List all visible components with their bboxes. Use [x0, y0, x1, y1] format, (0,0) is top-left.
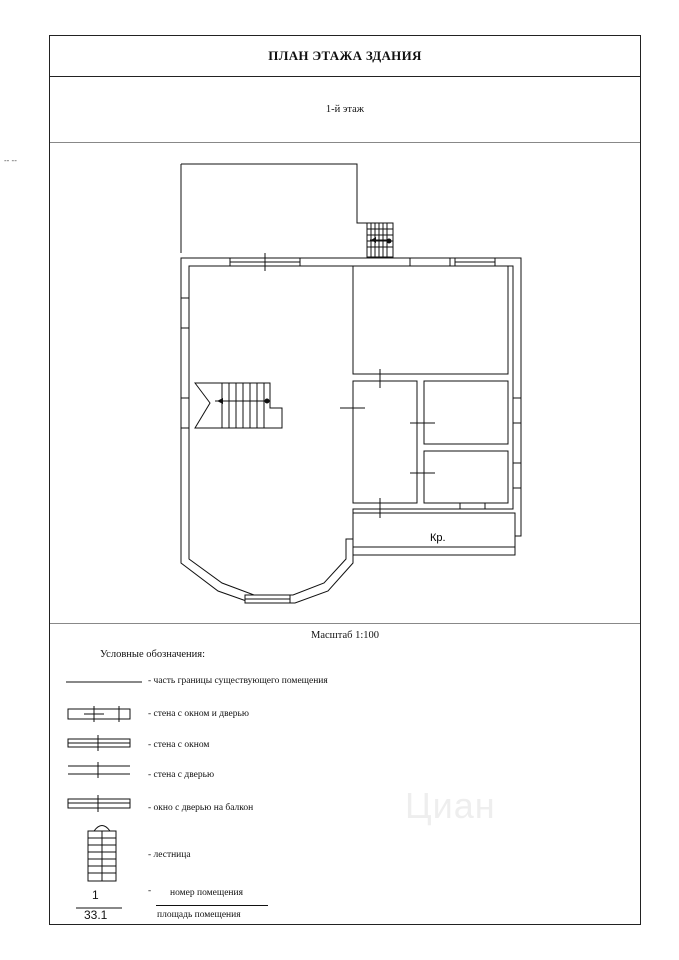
legend-label-room-area: площадь помещения — [157, 910, 241, 920]
legend-symbols — [64, 668, 144, 923]
legend-wall-door — [68, 762, 130, 778]
document-frame — [49, 35, 641, 925]
legend-wall-window — [68, 735, 130, 751]
room-mid-right-lower — [424, 451, 508, 503]
legend-label-wall-window: - стена с окном — [148, 740, 210, 750]
legend-label-wall-window-door: - стена с окном и дверью — [148, 709, 249, 719]
legend-room-number-example: 1 — [92, 888, 99, 902]
hall-stair — [195, 383, 282, 428]
legend-room-area-example: 33.1 — [84, 908, 108, 922]
margin-mark: -- -- — [4, 156, 17, 165]
scale-label: Масштаб 1:100 — [310, 630, 379, 641]
floor-label: 1-й этаж — [50, 76, 640, 143]
legend-label-room-number: номер помещения — [170, 888, 243, 898]
legend-label-balcony-door: - окно с дверью на балкон — [148, 803, 254, 813]
legend-label-existing-boundary: - часть границы существующего помещения — [148, 676, 328, 686]
floor-plan-drawing — [50, 143, 640, 623]
room-mid-left — [353, 381, 417, 503]
legend-label-wall-door: - стена с дверью — [148, 770, 215, 780]
room-label-kr: Кр. — [430, 532, 446, 544]
room-mid-right-upper — [424, 381, 508, 444]
legend-stair — [88, 826, 116, 882]
page-title: ПЛАН ЭТАЖА ЗДАНИЯ — [50, 36, 640, 77]
legend-label-stair: - лестница — [148, 850, 191, 860]
floor-plan-area — [50, 143, 640, 624]
legend-wall-window-door — [68, 706, 130, 722]
legend-dash: - — [148, 886, 152, 896]
legend-title: Условные обозначения: — [100, 649, 206, 660]
inner-wall — [189, 266, 513, 595]
legend-balcony-door — [68, 795, 130, 812]
legend-fraction-line — [156, 905, 268, 906]
room-top-right — [353, 266, 508, 374]
outer-wall — [181, 258, 521, 603]
terrace-outline — [181, 164, 393, 258]
watermark: Циан — [405, 785, 496, 826]
